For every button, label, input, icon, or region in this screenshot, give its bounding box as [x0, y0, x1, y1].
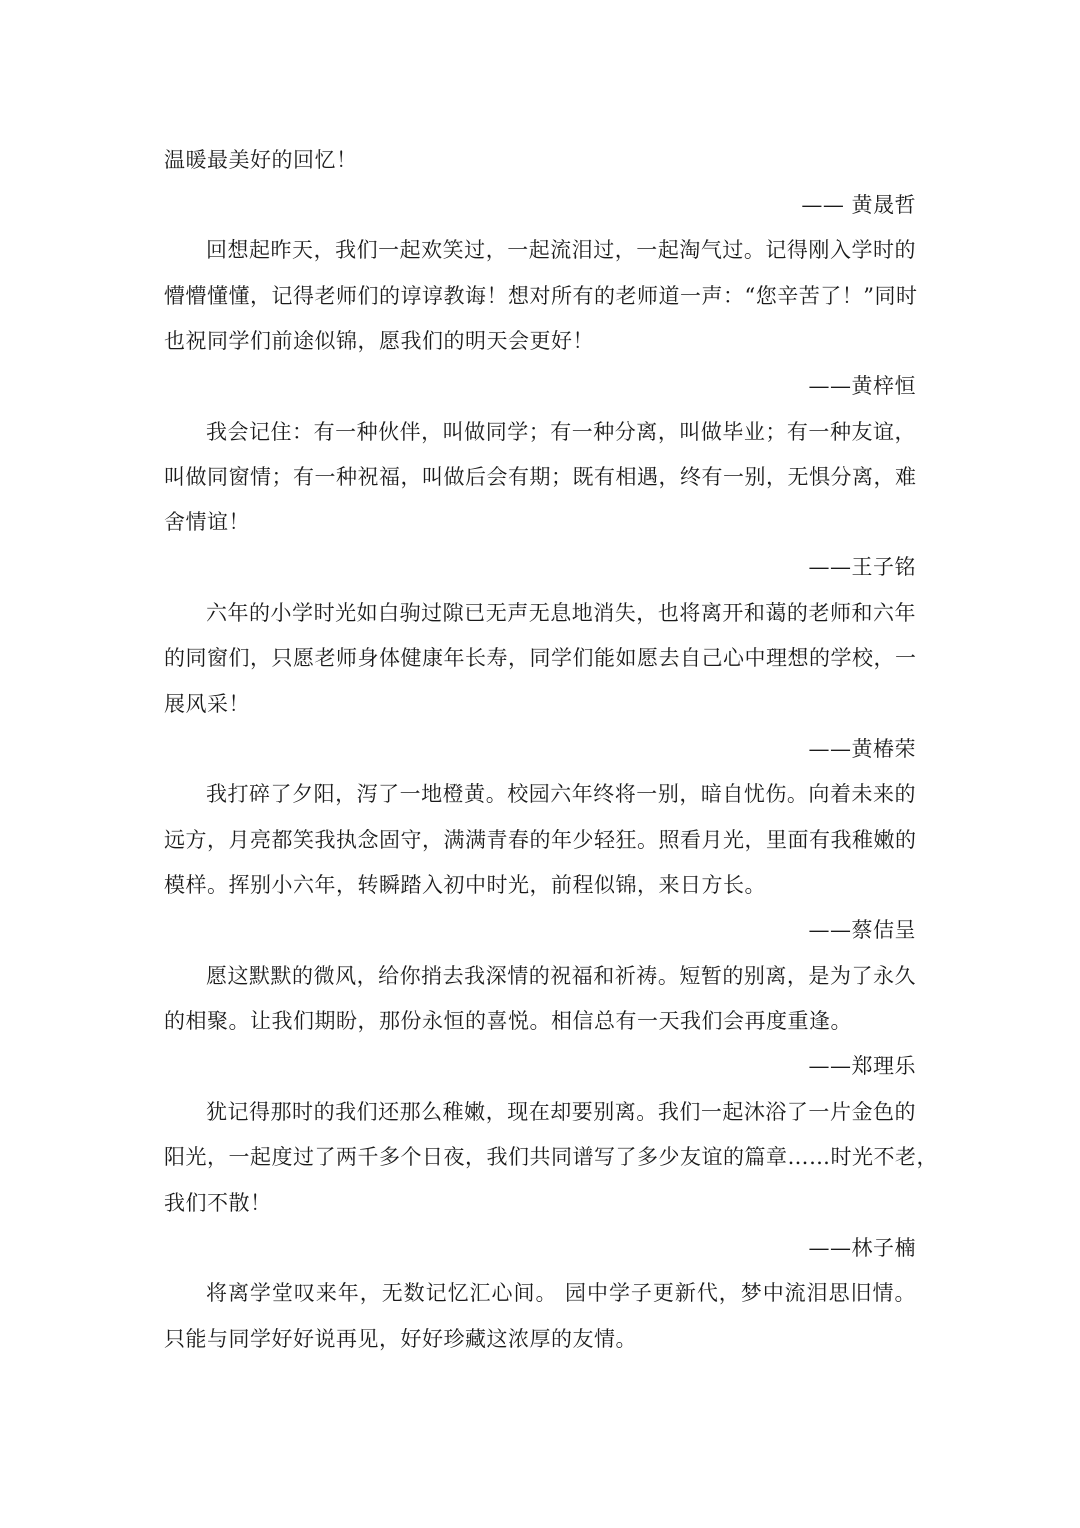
paragraph-line: 我会记住：有一种伙伴，叫做同学；有一种分离，叫做毕业；有一种友谊，: [206, 420, 916, 444]
paragraph-line: 我们不散！: [164, 1191, 272, 1215]
paragraph-line: 只能与同学好好说再见，好好珍藏这浓厚的友情。: [164, 1327, 637, 1351]
signature: ——王子铭: [808, 555, 916, 579]
paragraph-line: 犹记得那时的我们还那么稚嫩，现在却要别离。我们一起沐浴了一片金色的: [206, 1100, 916, 1124]
paragraph-line: 模样。挥别小六年，转瞬踏入初中时光，前程似锦，来日方长。: [164, 873, 766, 897]
paragraph-line: 将离学堂叹来年，无数记忆汇心间。 园中学子更新代，梦中流泪思旧情。: [206, 1281, 916, 1305]
signature: ——郑理乐: [808, 1054, 916, 1078]
paragraph-line: 温暖最美好的回忆！: [164, 148, 358, 172]
paragraph-line: 我打碎了夕阳，泻了一地橙黄。校园六年终将一别，暗自忧伤。向着未来的: [206, 782, 916, 806]
paragraph-line: 展风采！: [164, 692, 250, 716]
signature: ——蔡佶呈: [808, 918, 916, 942]
paragraph-line: 回想起昨天，我们一起欢笑过，一起流泪过，一起淘气过。记得刚入学时的: [206, 238, 916, 262]
signature: ——黄梓恒: [808, 374, 916, 398]
paragraph-line: 叫做同窗情；有一种祝福，叫做后会有期；既有相遇，终有一别，无惧分离，难: [164, 465, 917, 489]
paragraph-line: 的相聚。让我们期盼，那份永恒的喜悦。相信总有一天我们会再度重逢。: [164, 1009, 852, 1033]
signature: —— 黄晟哲: [801, 193, 916, 217]
paragraph-line: 懵懵懂懂，记得老师们的谆谆教诲！想对所有的老师道一声：“您辛苦了！”同时: [164, 284, 918, 308]
paragraph-line: 也祝同学们前途似锦，愿我们的明天会更好！: [164, 329, 594, 353]
paragraph-line: 愿这默默的微风，给你捎去我深情的祝福和祈祷。短暂的别离，是为了永久: [206, 964, 916, 988]
paragraph-line: 远方，月亮都笑我执念固守，满满青春的年少轻狂。照看月光，里面有我稚嫩的: [164, 828, 917, 852]
signature: ——黄椿荣: [808, 737, 916, 761]
signature: ——林子楠: [808, 1236, 916, 1260]
paragraph-line: 阳光，一起度过了两千多个日夜，我们共同谱写了多少友谊的篇章……时光不老，: [164, 1145, 938, 1169]
paragraph-line: 六年的小学时光如白驹过隙已无声无息地消失，也将离开和蔼的老师和六年: [206, 601, 916, 625]
paragraph-line: 的同窗们，只愿老师身体健康年长寿，同学们能如愿去自己心中理想的学校，一: [164, 646, 917, 670]
paragraph-line: 舍情谊！: [164, 510, 250, 534]
